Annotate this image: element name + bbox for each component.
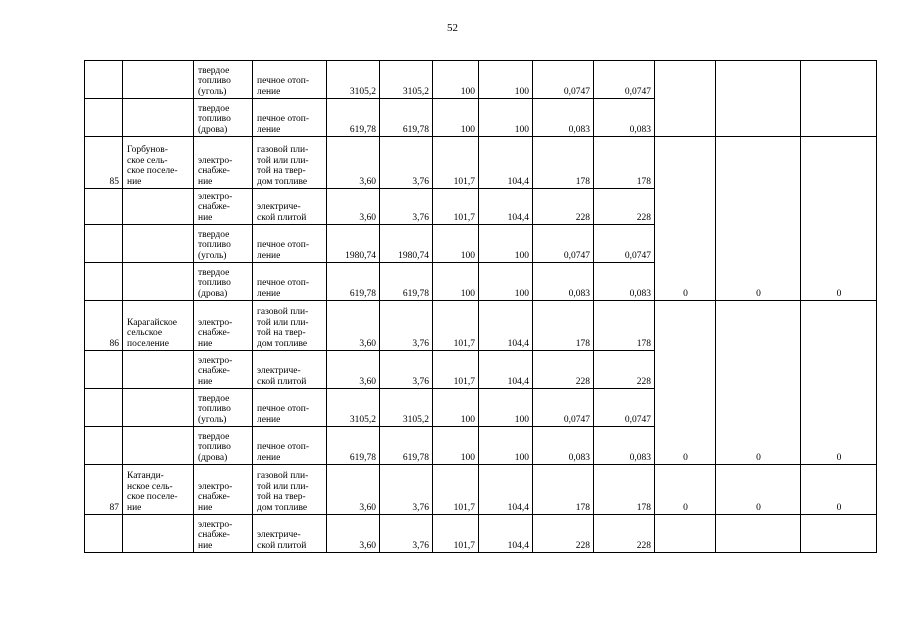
value-cell: 0,083 — [533, 99, 594, 137]
value-cell: 0,0747 — [533, 225, 594, 263]
value-cell: 178 — [594, 137, 655, 189]
value-cell: 0,083 — [533, 427, 594, 465]
table-row — [85, 515, 877, 553]
usage-type-cell: электриче- ской плитой — [253, 351, 327, 389]
value-cell: 3,76 — [380, 301, 433, 351]
summary-cell: 0 — [801, 301, 877, 465]
settlement-name-cell — [123, 61, 194, 99]
table-row — [85, 61, 877, 99]
value-cell: 0,083 — [533, 263, 594, 301]
utility-type-cell: твердое топливо (уголь) — [194, 225, 253, 263]
utility-type-cell: электро- снабже- ние — [194, 515, 253, 553]
value-cell: 0,0747 — [594, 61, 655, 99]
value-cell: 100 — [479, 61, 533, 99]
value-cell: 101,7 — [433, 189, 479, 225]
value-cell: 100 — [433, 263, 479, 301]
value-cell: 3,76 — [380, 515, 433, 553]
settlement-name-cell: Катанди- нское сель- ское поселе- ние — [123, 465, 194, 515]
value-cell: 3,60 — [327, 137, 380, 189]
summary-cell: 0 — [655, 301, 716, 465]
row-number-cell: 85 — [85, 137, 123, 189]
value-cell: 0,083 — [594, 263, 655, 301]
summary-cell: 0 — [801, 465, 877, 515]
settlement-name-cell — [123, 225, 194, 263]
tariff-table — [84, 60, 877, 553]
value-cell: 3,60 — [327, 301, 380, 351]
value-cell: 619,78 — [380, 263, 433, 301]
value-cell: 100 — [433, 427, 479, 465]
usage-type-cell: газовой пли- той или пли- той на твер- дом топливе — [253, 137, 327, 189]
value-cell: 3105,2 — [380, 389, 433, 427]
value-cell: 3105,2 — [327, 61, 380, 99]
value-cell: 100 — [479, 263, 533, 301]
usage-type-cell: печное отоп- ление — [253, 225, 327, 263]
summary-cell: 0 — [655, 137, 716, 301]
value-cell: 178 — [594, 465, 655, 515]
value-cell: 619,78 — [380, 427, 433, 465]
value-cell: 100 — [433, 225, 479, 263]
table-row — [85, 465, 877, 515]
utility-type-cell: электро- снабже- ние — [194, 137, 253, 189]
summary-cell: 0 — [801, 137, 877, 301]
summary-cell — [655, 61, 716, 137]
row-number-cell — [85, 61, 123, 99]
value-cell: 100 — [479, 225, 533, 263]
value-cell: 104,4 — [479, 465, 533, 515]
settlement-name-cell — [123, 515, 194, 553]
value-cell: 3105,2 — [327, 389, 380, 427]
value-cell: 101,7 — [433, 465, 479, 515]
settlement-name-cell — [123, 99, 194, 137]
page-number: 52 — [447, 22, 458, 34]
value-cell: 104,4 — [479, 301, 533, 351]
value-cell: 100 — [479, 99, 533, 137]
value-cell: 0,0747 — [594, 225, 655, 263]
settlement-name-cell: Горбунов- ское сель- ское поселе- ние — [123, 137, 194, 189]
usage-type-cell: печное отоп- ление — [253, 263, 327, 301]
utility-type-cell: твердое топливо (уголь) — [194, 389, 253, 427]
summary-cell — [716, 61, 801, 137]
value-cell: 100 — [433, 61, 479, 99]
usage-type-cell: газовой пли- той или пли- той на твер- дом топливе — [253, 465, 327, 515]
usage-type-cell: печное отоп- ление — [253, 389, 327, 427]
value-cell: 228 — [594, 351, 655, 389]
value-cell: 3,76 — [380, 137, 433, 189]
summary-cell: 0 — [716, 137, 801, 301]
utility-type-cell: электро- снабже- ние — [194, 465, 253, 515]
usage-type-cell: электриче- ской плитой — [253, 515, 327, 553]
value-cell: 619,78 — [380, 99, 433, 137]
value-cell: 178 — [533, 301, 594, 351]
value-cell: 3,60 — [327, 351, 380, 389]
row-number-cell — [85, 263, 123, 301]
utility-type-cell: твердое топливо (дрова) — [194, 99, 253, 137]
value-cell: 0,0747 — [533, 61, 594, 99]
value-cell: 3,76 — [380, 189, 433, 225]
value-cell: 178 — [533, 465, 594, 515]
value-cell: 0,0747 — [533, 389, 594, 427]
value-cell: 1980,74 — [327, 225, 380, 263]
value-cell: 104,4 — [479, 351, 533, 389]
settlement-name-cell — [123, 427, 194, 465]
value-cell: 228 — [533, 351, 594, 389]
value-cell: 619,78 — [327, 263, 380, 301]
usage-type-cell: печное отоп- ление — [253, 99, 327, 137]
table-row — [85, 301, 877, 351]
value-cell: 0,083 — [594, 99, 655, 137]
row-number-cell — [85, 351, 123, 389]
utility-type-cell: твердое топливо (дрова) — [194, 427, 253, 465]
value-cell: 0,083 — [594, 427, 655, 465]
value-cell: 228 — [533, 189, 594, 225]
value-cell: 101,7 — [433, 301, 479, 351]
settlement-name-cell — [123, 189, 194, 225]
value-cell: 101,7 — [433, 515, 479, 553]
value-cell: 1980,74 — [380, 225, 433, 263]
utility-type-cell: твердое топливо (уголь) — [194, 61, 253, 99]
settlement-name-cell: Карагайское сельское поселение — [123, 301, 194, 351]
utility-type-cell: электро- снабже- ние — [194, 351, 253, 389]
value-cell: 228 — [533, 515, 594, 553]
row-number-cell — [85, 427, 123, 465]
usage-type-cell: газовой пли- той или пли- той на твер- дом топливе — [253, 301, 327, 351]
value-cell: 0,0747 — [594, 389, 655, 427]
table-row — [85, 137, 877, 189]
usage-type-cell: печное отоп- ление — [253, 61, 327, 99]
value-cell: 3,60 — [327, 515, 380, 553]
row-number-cell — [85, 99, 123, 137]
summary-cell — [716, 515, 801, 553]
row-number-cell — [85, 189, 123, 225]
value-cell: 3,60 — [327, 189, 380, 225]
summary-cell: 0 — [716, 301, 801, 465]
utility-type-cell: электро- снабже- ние — [194, 301, 253, 351]
summary-cell — [801, 515, 877, 553]
value-cell: 104,4 — [479, 137, 533, 189]
value-cell: 178 — [533, 137, 594, 189]
value-cell: 3105,2 — [380, 61, 433, 99]
summary-cell: 0 — [716, 465, 801, 515]
value-cell: 619,78 — [327, 99, 380, 137]
settlement-name-cell — [123, 263, 194, 301]
value-cell: 101,7 — [433, 351, 479, 389]
value-cell: 3,76 — [380, 465, 433, 515]
usage-type-cell: печное отоп- ление — [253, 427, 327, 465]
row-number-cell — [85, 515, 123, 553]
value-cell: 228 — [594, 515, 655, 553]
row-number-cell — [85, 389, 123, 427]
summary-cell: 0 — [655, 465, 716, 515]
value-cell: 178 — [594, 301, 655, 351]
utility-type-cell: электро- снабже- ние — [194, 189, 253, 225]
row-number-cell — [85, 225, 123, 263]
summary-cell — [801, 61, 877, 137]
value-cell: 100 — [433, 389, 479, 427]
value-cell: 104,4 — [479, 515, 533, 553]
value-cell: 101,7 — [433, 137, 479, 189]
utility-type-cell: твердое топливо (дрова) — [194, 263, 253, 301]
usage-type-cell: электриче- ской плитой — [253, 189, 327, 225]
value-cell: 228 — [594, 189, 655, 225]
value-cell: 3,76 — [380, 351, 433, 389]
row-number-cell: 86 — [85, 301, 123, 351]
settlement-name-cell — [123, 351, 194, 389]
summary-cell — [655, 515, 716, 553]
value-cell: 100 — [433, 99, 479, 137]
table-body — [85, 61, 877, 553]
value-cell: 104,4 — [479, 189, 533, 225]
value-cell: 100 — [479, 427, 533, 465]
settlement-name-cell — [123, 389, 194, 427]
value-cell: 3,60 — [327, 465, 380, 515]
value-cell: 100 — [479, 389, 533, 427]
row-number-cell: 87 — [85, 465, 123, 515]
value-cell: 619,78 — [327, 427, 380, 465]
